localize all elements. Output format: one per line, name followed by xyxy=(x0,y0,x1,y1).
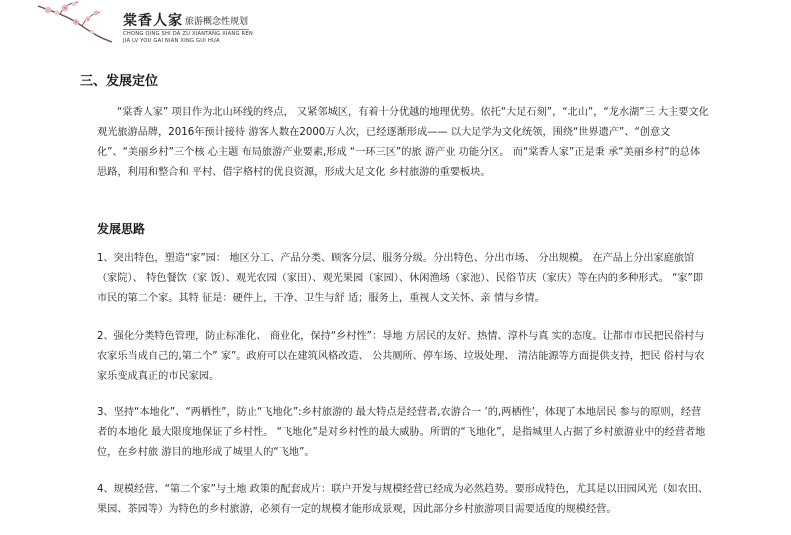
header-divider xyxy=(123,29,249,30)
brand-subtitle: 旅游概念性规划 xyxy=(185,17,249,27)
thinking-heading: 发展思路 xyxy=(97,222,146,236)
intro-paragraph: “棠香人家” 项目作为北山环线的终点， 又紧邻城区，有着十分优越的地理优势。依托“大足石刻”，“北山”，“龙水湖”三 大主要文化观光旅游品牌，2016年预计接待 游客人数在2000万人次，已经逐渐形成—— 以大足学为文化统领，围绕“世界遗产”、“创意文化”、“美丽乡村”三个核 心主题 布局旅游产业要素,形成 “一环三区”的旅 游产业 功能分区。 而“棠香人家”正是秉 承“美丽乡村”的总体思路，利用和整合和 平村、借字格村的优良资源，形成大足文化 乡村旅游的重要板块。 xyxy=(97,107,709,178)
section-heading: 三、发展定位 xyxy=(80,74,159,89)
brand-english-line-2: JIA LV YOU GAI NIAN XING GUI HUA xyxy=(123,38,220,44)
thinking-paragraph-4: 4、规模经营、“第二个家”与土地 政策的配套成片：联户开发与规模经营已经成为必然趋势。要形成特色，尤其是以田园风光（如农田、果园、茶园等）为特色的乡村旅游，必须有一定的规模才能形成景观，因此部分乡村旅游项目需要适度的规模经营。 xyxy=(97,484,709,515)
thinking-paragraph-2: 2、强化分类特色管理，防止标准化、 商业化，保持“乡村性”：导地 方居民的友好、热情、淳朴与真 实的态度。让都市市民把民俗村与农家乐当成自己的,第二个” 家”。政府可以在建筑风格改造、 公共厕所、停车场、垃圾处理、 清洁能源等方面提供支持，把民 俗村与农家乐变成真正的市民家园。 xyxy=(97,331,705,382)
brand-english-line-1: CHONG QING SHI DA ZU XIANTANG XIANG REN xyxy=(123,31,253,37)
thinking-paragraph-3: 3、坚持“本地化”、“两栖性”，防止“飞地化”:乡村旅游的 最大特点是经营者,农游合一 ’的,两栖性’，体现了本地居民 参与的原则，经营者的本地化 最大限度地保证了乡村性。 “飞地化”是对乡村性的最大威胁。所谓的“飞地化”，是指城里人占据了乡村旅游业中的经营者地位，在乡村旅 游目的地形成了城里人的“飞地”。 xyxy=(97,407,706,458)
page-header xyxy=(0,0,791,44)
brand-title: 棠香人家 xyxy=(123,13,183,29)
blossom-branch-icon xyxy=(34,0,116,44)
thinking-paragraph-1: 1、突出特色，塑造“家”园： 地区分工、产品分类、顾客分层、服务分级。分出特色、分出市场、 分出规模。 在产品上分出家庭旅馆（家院）、 特色餐饮（家 饭）、观光农园（家田）、观光果园（家园）、休闲渔场（家池）、民俗节庆（家庆）等在内的多种形式。 “家”即市民的第二个家。其特 征是：硬件上，干净、卫生与舒 适；服务上，重视人文关怀、亲 情与乡情。 xyxy=(97,253,704,304)
